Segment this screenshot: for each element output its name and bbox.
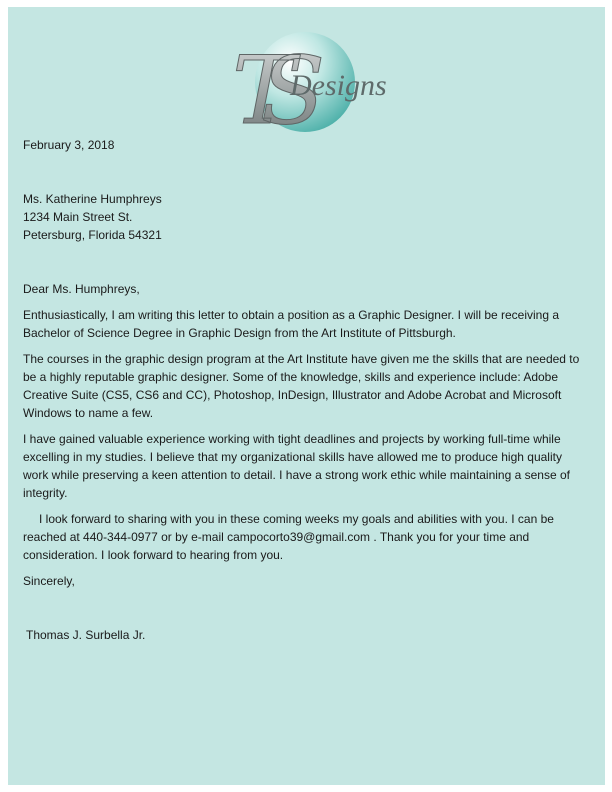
body-paragraph-4: I look forward to sharing with you in these coming weeks my goals and abilities with you. I can be reached at 440-344-0977 or by e-mail campocorto39@gmail.com . Thank you for your time and consideration. I look forward to hearing from you. bbox=[23, 512, 554, 562]
signature-name: Thomas J. Surbella Jr. bbox=[26, 628, 146, 642]
letter-body bbox=[23, 136, 583, 644]
logo-monogram: TS bbox=[232, 37, 292, 137]
recipient-address bbox=[23, 190, 583, 244]
recipient-street: 1234 Main Street St. bbox=[23, 210, 133, 224]
body-paragraph-1: Enthusiastically, I am writing this letter to obtain a position as a Graphic Designer. I will be receiving a Bachelor of Science Degree in Graphic Design from the Art Institute of Pittsburgh. bbox=[23, 308, 560, 340]
letter-date: February 3, 2018 bbox=[23, 138, 115, 152]
recipient-city: Petersburg, Florida 54321 bbox=[23, 228, 162, 242]
recipient-name: Ms. Katherine Humphreys bbox=[23, 192, 162, 206]
closing: Sincerely, bbox=[23, 574, 75, 588]
letter-page bbox=[8, 7, 605, 785]
ts-designs-logo-icon bbox=[220, 25, 390, 137]
logo-wordmark: Designs bbox=[290, 69, 387, 102]
body-paragraph-2: The courses in the graphic design program at the Art Institute have given me the skills that are needed to be a highly reputable graphic designer. Some of the knowledge, skills and experience include: Adobe Creative Suite (CS5, CS6 and CC), Photoshop, InDesign, Illustrator and Adobe Acrobat and Microsoft Windows to name a few. bbox=[23, 352, 580, 420]
body-paragraph-3: I have gained valuable experience working with tight deadlines and projects by working full-time while excelling in my studies. I believe that my organizational skills have allowed me to produce high quality work while preserving a keen attention to detail. I have a strong work ethic while maintaining a sense of integrity. bbox=[23, 432, 570, 500]
salutation: Dear Ms. Humphreys, bbox=[23, 282, 140, 296]
